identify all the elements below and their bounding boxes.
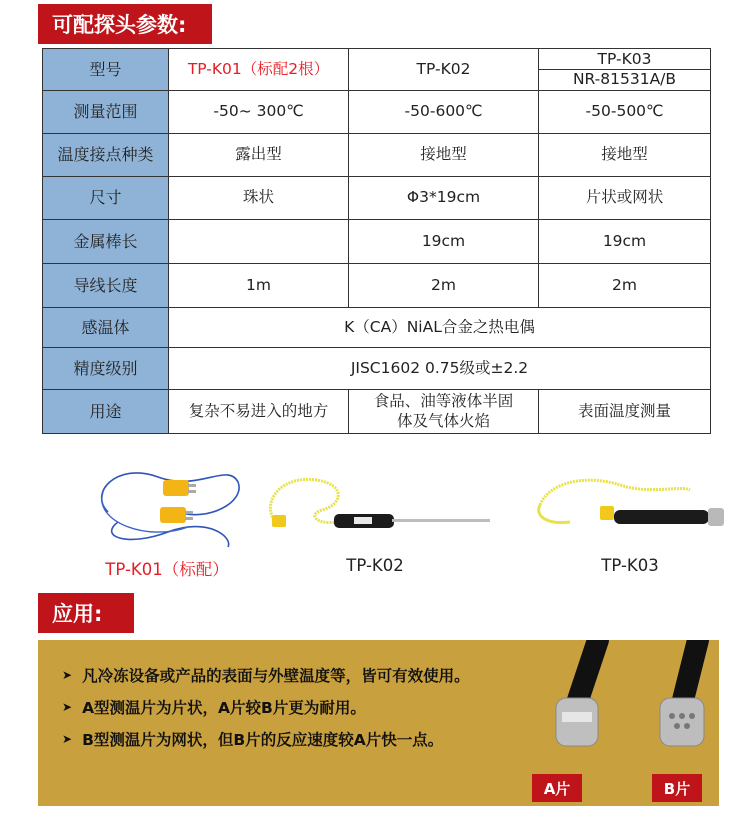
cell-k01: 珠状 bbox=[169, 177, 349, 220]
cell-k02: Φ3*19cm bbox=[349, 177, 539, 220]
list-item bbox=[62, 728, 443, 750]
row-label: 精度级别 bbox=[43, 348, 169, 390]
product-caption-k02: TP-K02 bbox=[346, 556, 404, 575]
table-row bbox=[43, 308, 711, 348]
row-label: 尺寸 bbox=[43, 177, 169, 220]
cell-k03: 片状或网状 bbox=[539, 177, 711, 220]
cell-k01 bbox=[169, 220, 349, 264]
table-row bbox=[43, 348, 711, 390]
application-text: B型测温片为网状，但B片的反应速度较A片快一点。 bbox=[82, 731, 444, 749]
application-panel bbox=[38, 640, 719, 806]
arrow-right-icon: ➤ bbox=[62, 668, 73, 682]
cell-k01: 露出型 bbox=[169, 134, 349, 177]
cell-k03: 19cm bbox=[539, 220, 711, 264]
product-caption-k03: TP-K03 bbox=[601, 556, 659, 575]
thermocouple-wire-icon bbox=[88, 452, 248, 552]
surface-probe-icon bbox=[530, 470, 730, 550]
cell-k03: 2m bbox=[539, 264, 711, 308]
piece-a-label: A片 bbox=[532, 774, 582, 802]
section-title: 可配探头参数: bbox=[52, 13, 187, 37]
row-label: 感温体 bbox=[43, 308, 169, 348]
row-label: 金属棒长 bbox=[43, 220, 169, 264]
row-label: 温度接点种类 bbox=[43, 134, 169, 177]
cell-k03: 接地型 bbox=[539, 134, 711, 177]
section-title: 应用: bbox=[52, 602, 103, 626]
cell-k02: -50-600℃ bbox=[349, 91, 539, 134]
cell-k02-line2: 体及气体火焰 bbox=[396, 411, 490, 430]
table-row bbox=[43, 91, 711, 134]
cell-k01: 1m bbox=[169, 264, 349, 308]
row-label: 型号 bbox=[43, 49, 169, 91]
cell-k03-bottom: NR-81531A/B bbox=[572, 70, 677, 88]
list-item bbox=[62, 664, 470, 686]
cell-k01: 复杂不易进入的地方 bbox=[169, 390, 349, 434]
cell-k01: -50~ 300℃ bbox=[169, 91, 349, 134]
row-label: 测量范围 bbox=[43, 91, 169, 134]
piece-b-label: B片 bbox=[652, 774, 702, 802]
cell-merged: K（CA）NiAL合金之热电偶 bbox=[169, 308, 711, 348]
table-row bbox=[43, 264, 711, 308]
cell-k02 bbox=[349, 390, 539, 434]
row-label: 导线长度 bbox=[43, 264, 169, 308]
spec-table bbox=[42, 48, 711, 434]
cell-k03: -50-500℃ bbox=[539, 91, 711, 134]
table-row bbox=[43, 134, 711, 177]
table-row bbox=[43, 177, 711, 220]
cell-k03: 表面温度测量 bbox=[539, 390, 711, 434]
cell-k01: TP-K01（标配2根） bbox=[169, 49, 349, 91]
cell-k02: 2m bbox=[349, 264, 539, 308]
probe-tips-icon bbox=[538, 640, 718, 770]
cell-k02: 19cm bbox=[349, 220, 539, 264]
table-row bbox=[43, 49, 711, 91]
arrow-right-icon: ➤ bbox=[62, 732, 73, 746]
probe-rod-icon bbox=[262, 470, 497, 550]
cell-k02-line1: 食品、油等液体半固 bbox=[373, 392, 514, 411]
product-caption-k01: TP-K01（标配） bbox=[105, 560, 229, 579]
arrow-right-icon: ➤ bbox=[62, 700, 73, 714]
table-row bbox=[43, 390, 711, 434]
cell-k03 bbox=[539, 49, 711, 91]
section-header-application bbox=[38, 593, 134, 633]
cell-k03-top: TP-K03 bbox=[539, 50, 710, 70]
cell-merged: JISC1602 0.75级或±2.2 bbox=[169, 348, 711, 390]
list-item bbox=[62, 696, 366, 718]
section-header-probes bbox=[38, 4, 212, 44]
application-text: 凡冷冻设备或产品的表面与外壁温度等，皆可有效使用。 bbox=[82, 667, 470, 685]
cell-k02: 接地型 bbox=[349, 134, 539, 177]
row-label: 用途 bbox=[43, 390, 169, 434]
table-row bbox=[43, 220, 711, 264]
application-text: A型测温片为片状，A片较B片更为耐用。 bbox=[82, 699, 366, 717]
cell-k02: TP-K02 bbox=[349, 49, 539, 91]
